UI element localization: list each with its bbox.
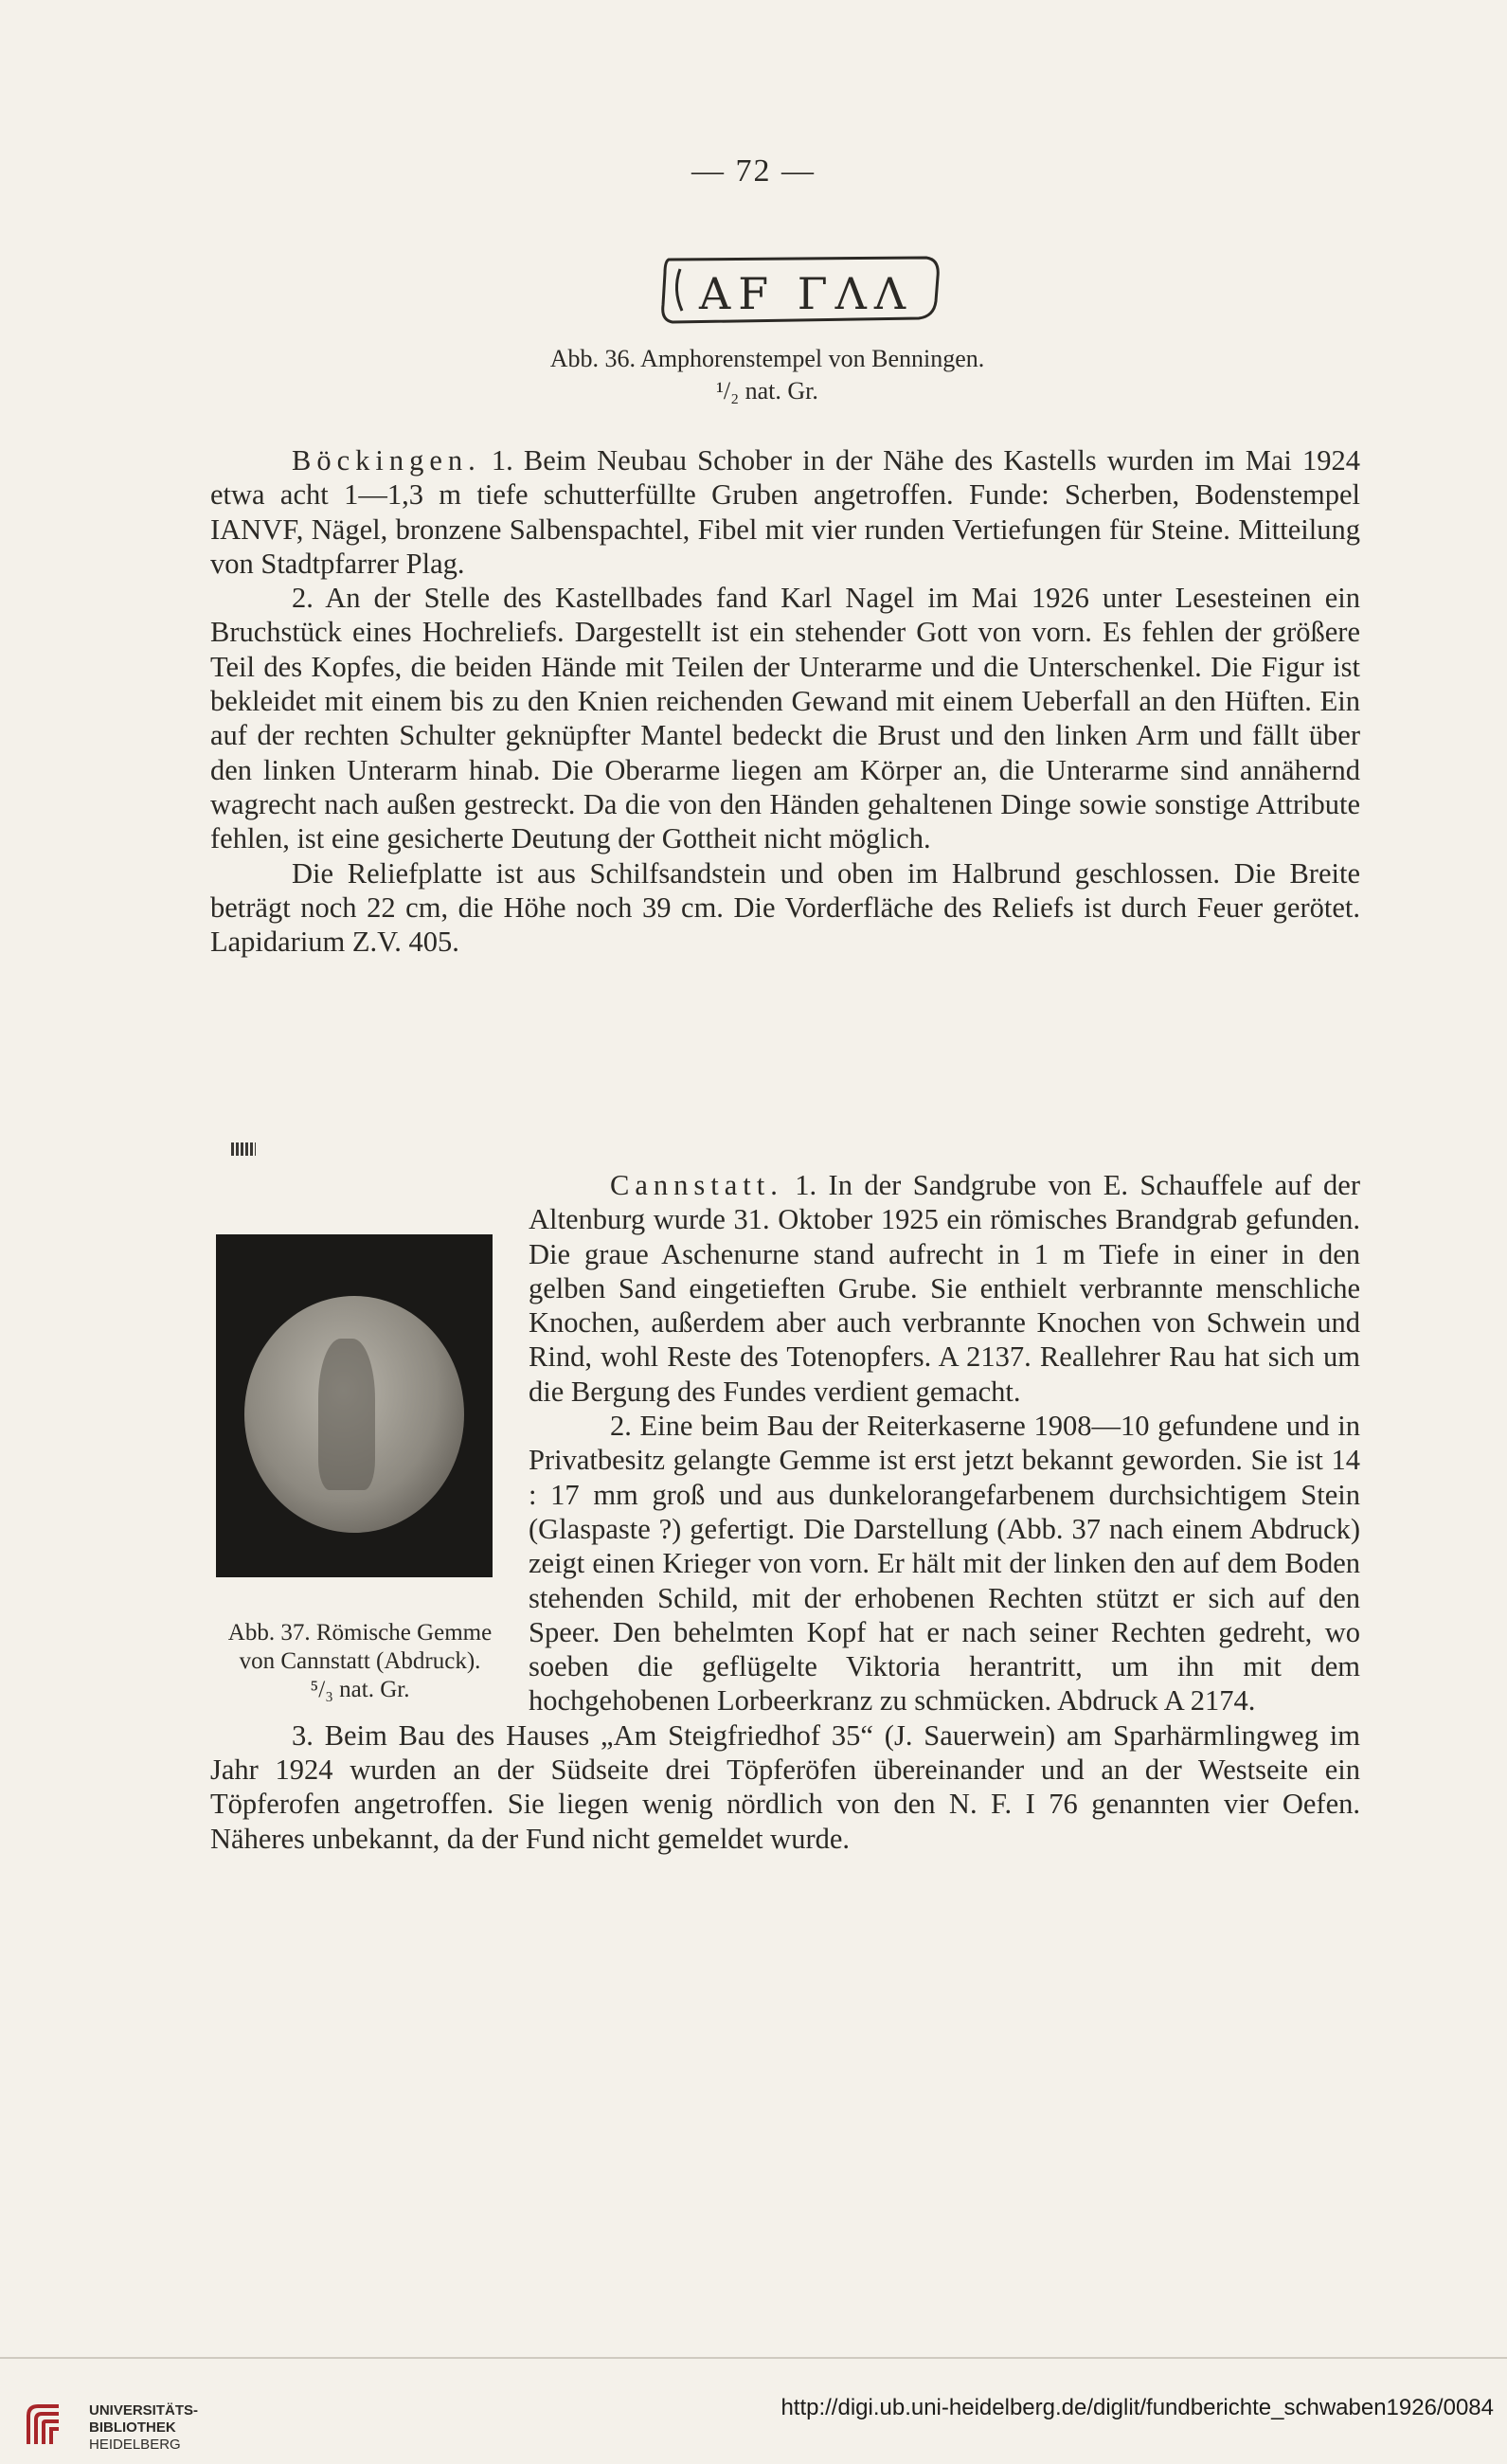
- svg-text:AF ΓΛΛ: AF ΓΛΛ: [699, 268, 914, 319]
- logo-line-2: BIBLIOTHEK: [89, 2419, 176, 2436]
- cannstatt-paragraph-1-text: 1. In der Sandgrube von E. Schauffele auf der Altenburg wurde 31. Oktober 1925 ein römisches Brandgrab gefunden. Die graue Aschenurne stand aufrecht in 1 m Tiefe in einer in den gelben Sand eingetieften Grube. Sie enthielt verbrannte menschliche Knochen, außerdem aber auch verbrannte Knochen von Schwein und Rind, wohl Reste des Totenopfers. A 2137. Reallehrer Rau hat sich um die Bergung des Fundes verdient gemacht.: [529, 1169, 1360, 1408]
- page-number: — 72 —: [691, 153, 816, 189]
- library-logo-text: [89, 2402, 198, 2454]
- boeckingen-paragraph-1: [210, 443, 1360, 581]
- print-mark: [231, 1142, 256, 1156]
- section-cannstatt: [210, 1168, 1360, 1856]
- footer: [0, 2361, 1507, 2464]
- figure-37-caption-scale: ⁵/₃ nat. Gr.: [310, 1677, 410, 1702]
- section-boeckingen: [210, 443, 1360, 959]
- figure-37-caption: [210, 1619, 510, 1704]
- figure-37-caption-title: Abb. 37. Römische Gemme von Cannstatt (Abdruck).: [227, 1620, 493, 1674]
- figure-36-caption-title: Abb. 36. Amphorenstempel von Benningen.: [549, 345, 985, 372]
- logo-line-3: HEIDELBERG: [89, 2437, 181, 2453]
- figure-36-caption: [445, 343, 1089, 407]
- cannstatt-paragraph-2: 2. Eine beim Bau der Reiterkaserne 1908—10 gefundene und in Privatbesitz gelangte Gemme ist erst jetzt bekannt geworden. Sie ist 14 : 17 mm groß und aus dunkelorangefarbenem durchsichtigem Stein (Glaspaste ?) gefertigt. Die Darstellung (Abb. 37 nach einem Abdruck) zeigt einen Krieger von vorn. Er hält mit der linken den auf dem Boden stehenden Schild, mit der erhobenen Rechten stützt er sich auf den Speer. Den behelmten Kopf hat er nach seiner Rechten gedreht, wo soeben die geflügelte Viktoria herantritt, um ihn mit dem hochgehobenen Lorbeerkranz zu schmücken. Abdruck A 2174.: [529, 1410, 1360, 1718]
- logo-line-1: UNIVERSITÄTS-: [89, 2402, 199, 2419]
- warrior-figure: [318, 1339, 375, 1490]
- boeckingen-paragraph-3: Die Reliefplatte ist aus Schilfsandstein und oben im Halbrund geschlossen. Die Breite beträgt noch 22 cm, die Höhe noch 39 cm. Die Vorderfläche des Reliefs ist durch Feuer gerötet. Lapidarium Z.V. 405.: [210, 856, 1360, 959]
- footer-divider: [0, 2357, 1507, 2359]
- cannstatt-paragraph-3: 3. Beim Bau des Hauses „Am Steigfriedhof 35“ (J. Sauerwein) am Sparhärmlingweg im Jahr 1924 wurden an der Südseite drei Töpferöfen übereinander und an der Westseite ein Töpferofen angetroffen. Sie liegen wenig nördlich von den N. F. I 76 genannten vier Oefen. Näheres unbekannt, da der Fund nicht gemeldet wurde.: [210, 1718, 1360, 1855]
- figure-36-caption-scale: ¹/₂ nat. Gr.: [716, 377, 818, 405]
- gem-photo: [216, 1234, 493, 1577]
- cannstatt-heading: Cannstatt.: [610, 1169, 783, 1201]
- amphora-stamp-image: [652, 248, 945, 330]
- figure-37: [210, 1174, 510, 1704]
- boeckingen-paragraph-1-text: 1. Beim Neubau Schober in der Nähe des Kastells wurden im Mai 1924 etwa acht 1—1,3 m tiefe schutterfüllte Gruben angetroffen. Funde: Scherben, Bodenstempel IANVF, Nägel, bronzene Salbenspachtel, Fibel mit vier runden Vertiefungen für Steine. Mitteilung von Stadtpfarrer Plag.: [210, 444, 1360, 580]
- library-logo-icon: [21, 2399, 74, 2452]
- boeckingen-paragraph-2: 2. An der Stelle des Kastellbades fand Karl Nagel im Mai 1926 unter Lesesteinen ein Bruchstück eines Hochreliefs. Dargestellt ist ein stehender Gott von vorn. Es fehlen der größere Teil des Kopfes, die beiden Hände mit Teilen der Unterarme und die Unterschenkel. Die Figur ist bekleidet mit einem bis zu den Knien reichenden Gewand mit einem Ueberfall an den Hüften. Ein auf der rechten Schulter geknüpfter Mantel bedeckt die Brust und den linken Arm und fällt über den linken Unterarm hinab. Die Oberarme liegen am Körper an, die Unterarme sind annähernd wagrecht nach außen gestreckt. Da die von den Händen gehaltenen Dinge sowie sonstige Attribute fehlen, ist eine gesicherte Deutung der Gottheit nicht möglich.: [210, 582, 1360, 855]
- source-url[interactable]: http://digi.ub.uni-heidelberg.de/diglit/fundberichte_schwaben1926/0084: [780, 2395, 1494, 2420]
- boeckingen-heading: Böckingen.: [292, 444, 481, 477]
